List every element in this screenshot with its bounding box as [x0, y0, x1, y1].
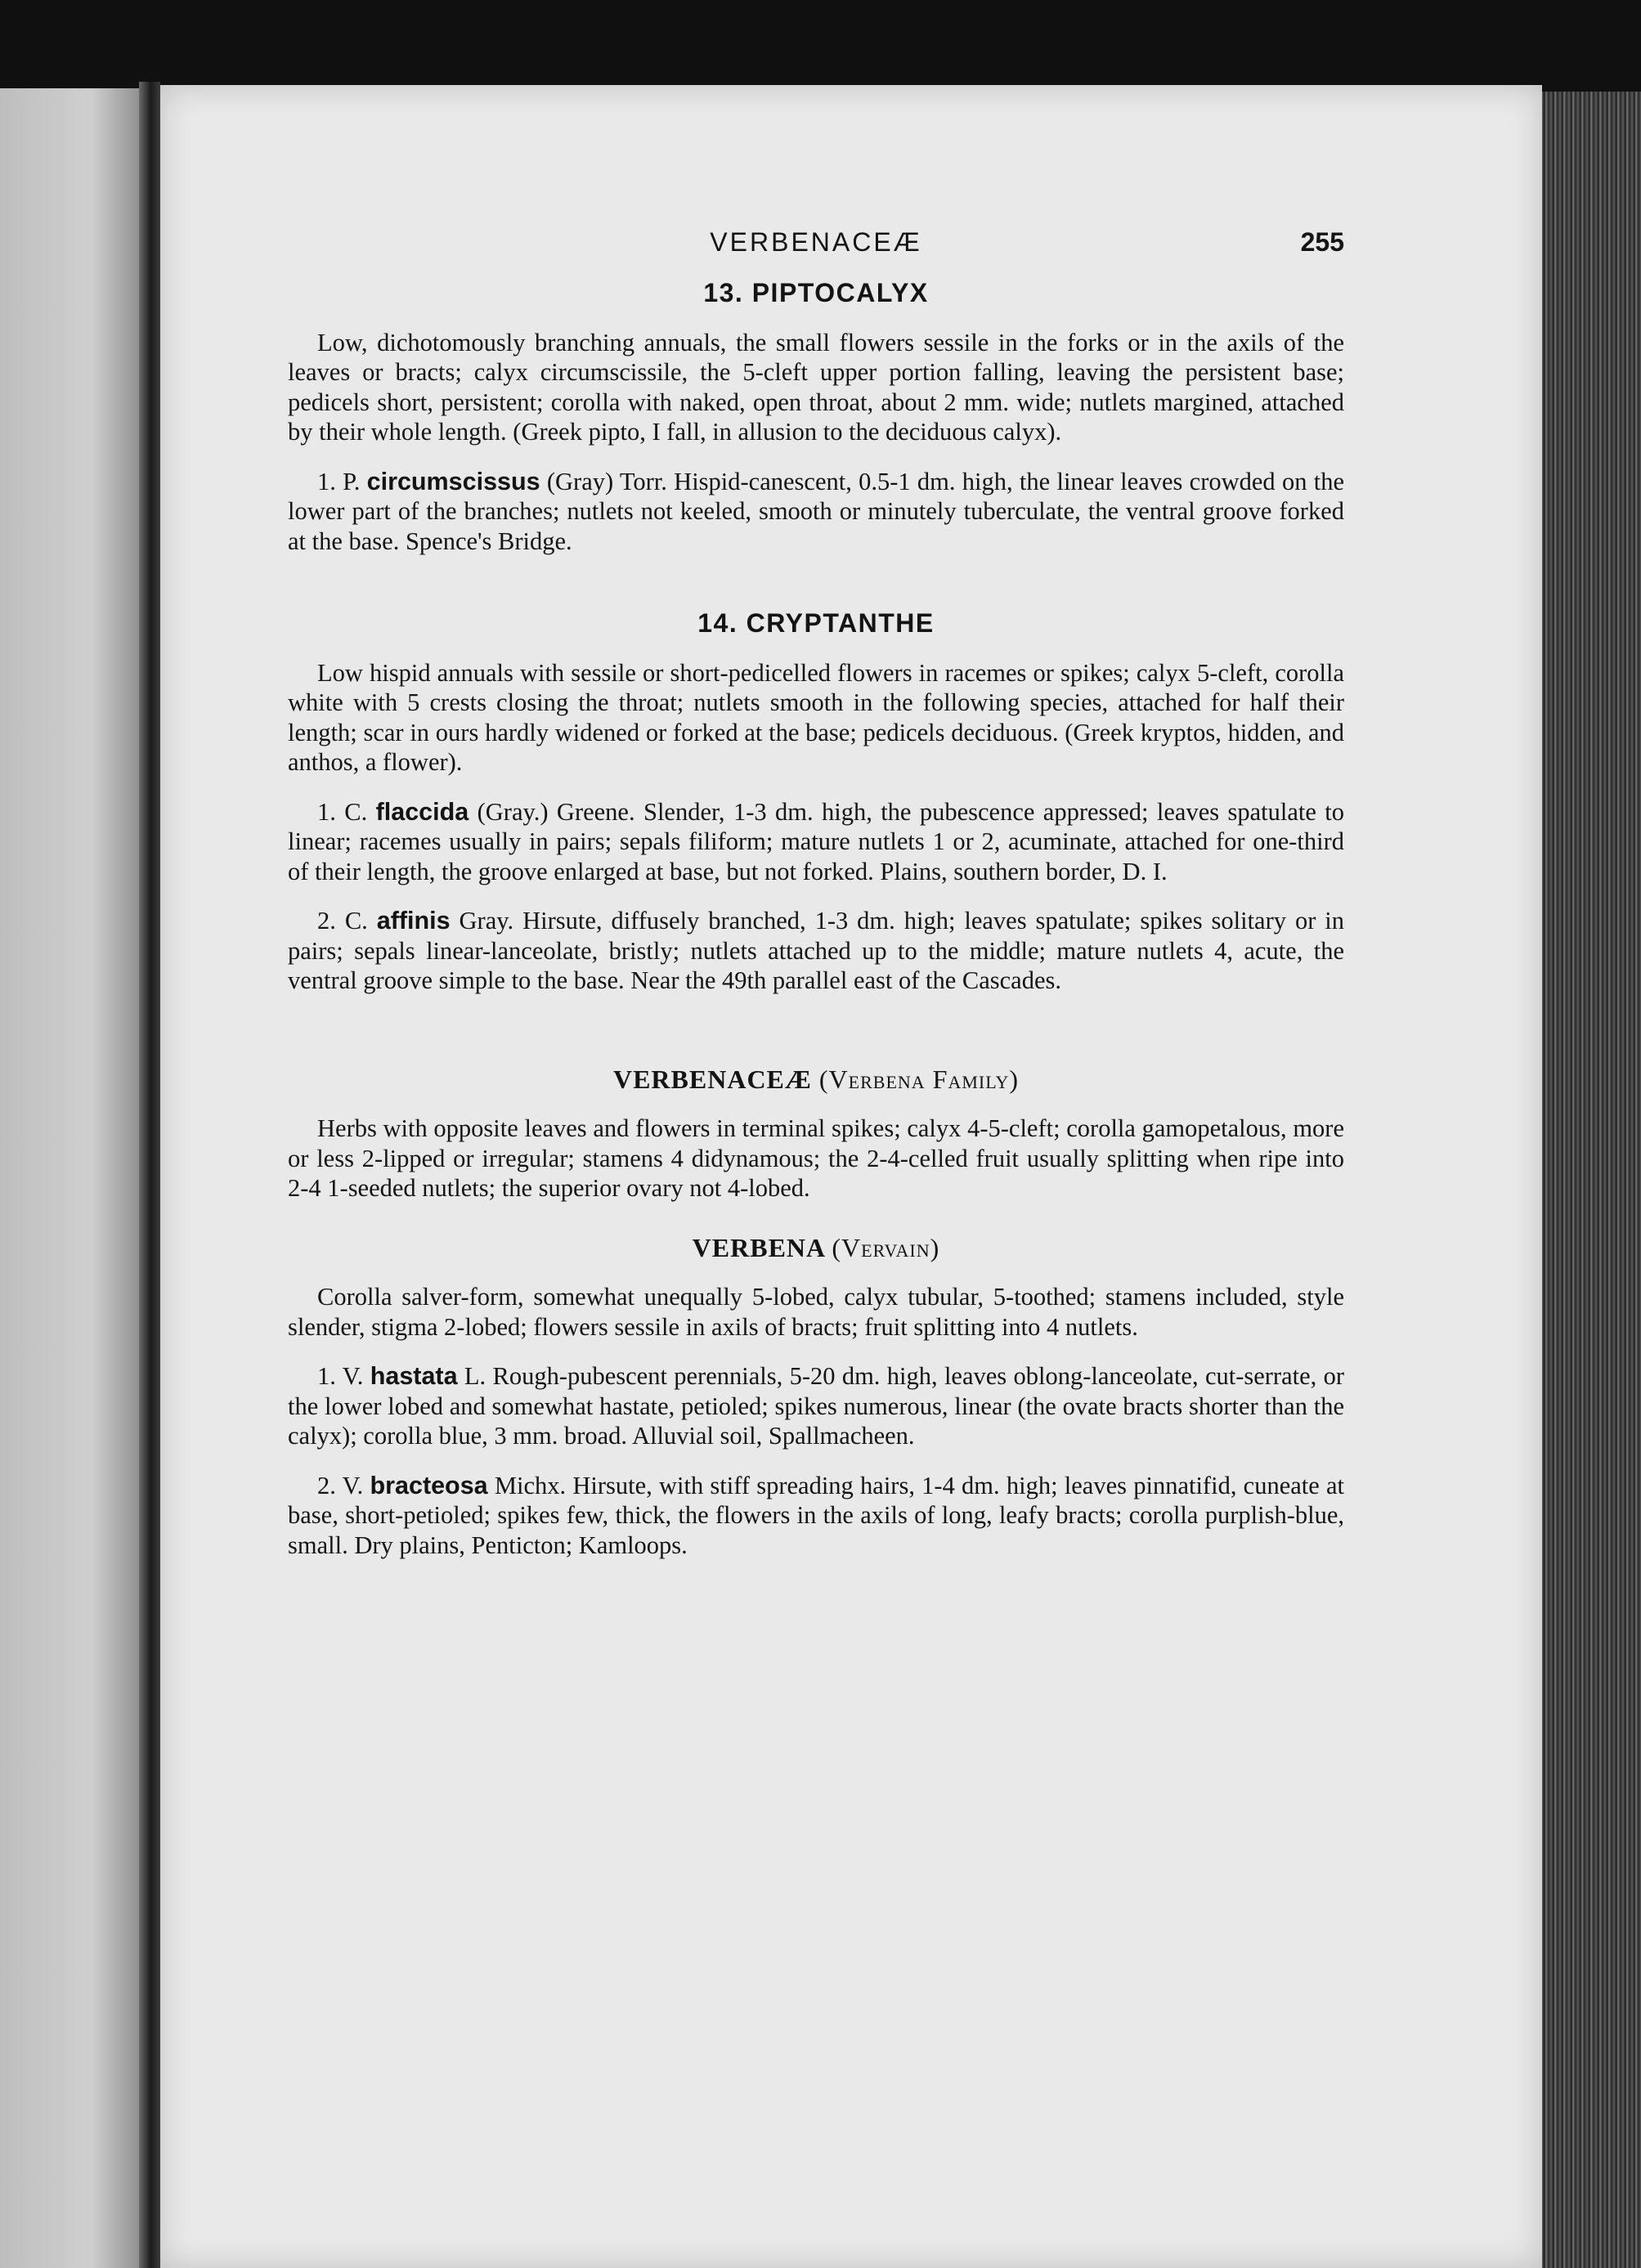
species-entry	[288, 906, 1344, 996]
genus-description-verbena: Corolla salver-form, somewhat unequally 5-lobed, calyx tubular, 5-toothed; stamens included, style slender, stigma 2-lobed; flowers sessile in axils of bracts; fruit splitting into 4 nutlets.	[288, 1283, 1344, 1341]
page-content	[288, 221, 1344, 1580]
family-heading-verbenaceae	[288, 1065, 1344, 1095]
running-head	[288, 221, 1344, 263]
family-common-name: (Verbena Family)	[818, 1064, 1020, 1094]
species-text: Gray. Hirsute, diffusely branched, 1-3 dm. high; leaves spatulate; spikes solitary or in pairs; sepals linear-lanceolate, bristly; nutlets attached up to the middle; mature nutlets 4, acute, the ventral groove simple to the base. Near the 49th parallel east of the Cascades.	[288, 907, 1345, 994]
species-name: bracteosa	[370, 1471, 488, 1499]
species-entry	[288, 797, 1344, 887]
genus-heading-piptocalyx: 13. PIPTOCALYX	[703, 278, 929, 307]
species-entry	[288, 1361, 1344, 1451]
species-number: 1. P.	[317, 467, 361, 495]
species-number: 2. C.	[317, 907, 368, 935]
family-description-verbenaceae: Herbs with opposite leaves and flowers in terminal spikes; calyx 4-5-cleft; corolla gamopetalous, more or less 2-lipped or irregular; stamens 4 didynamous; the 2-4-celled fruit usually splitting when ripe into 2-4 1-seeded nutlets; the superior ovary not 4-lobed.	[288, 1114, 1344, 1202]
species-name: hastata	[370, 1362, 458, 1390]
genus-description-piptocalyx: Low, dichotomously branching annuals, the small flowers sessile in the forks or in the axils of the leaves or bracts; calyx circumscissile, the 5-cleft upper portion falling, leaving the persistent base; pedicels short, persistent; corolla with naked, open throat, about 2 mm. wide; nutlets margined, attached by their whole length. (Greek pipto, I fall, in allusion to the deciduous calyx).	[288, 328, 1344, 446]
species-number: 1. C.	[317, 797, 368, 826]
genus-heading-verbena	[288, 1233, 1344, 1263]
book-gutter	[139, 82, 160, 2268]
genus-heading-cryptanthe: 14. CRYPTANTHE	[697, 608, 935, 638]
species-text: Michx. Hirsute, with stiff spreading hairs, 1-4 dm. high; leaves pinnatifid, cuneate at base, short-petioled; spikes few, thick, the flowers in the axils of long, leafy bracts; corolla purplish-blue, small. Dry plains, Penticton; Kamloops.	[288, 1471, 1345, 1559]
page-number: 255	[1300, 227, 1344, 257]
species-name: circumscissus	[366, 467, 540, 495]
left-page-edge	[0, 88, 152, 2268]
family-name: VERBENACEÆ	[612, 1064, 812, 1094]
species-number: 2. V.	[317, 1471, 364, 1499]
species-text: L. Rough-pubescent perennials, 5-20 dm. high, leaves oblong-lanceolate, cut-serrate, or the lower lobed and somewhat hastate, petioled; spikes numerous, linear (the ovate bracts shorter than the calyx); corolla blue, 3 mm. broad. Alluvial soil, Spallmacheen.	[288, 1362, 1344, 1450]
species-text: (Gray) Torr. Hispid-canescent, 0.5-1 dm. high, the linear leaves crowded on the lower part of the branches; nutlets not keeled, smooth or minutely tuberculate, the ventral groove forked at the base. Spence's Bridge.	[288, 467, 1344, 555]
running-head-title: VERBENACEÆ	[710, 227, 922, 257]
species-name: flaccida	[375, 797, 469, 826]
species-entry	[288, 467, 1344, 557]
species-text: (Gray.) Greene. Slender, 1-3 dm. high, the pubescence appressed; leaves spatulate to linear; racemes usually in pairs; sepals filiform; mature nutlets 1 or 2, acuminate, attached for one-third of their length, the groove enlarged at base, but not forked. Plains, southern border, D. I.	[288, 797, 1345, 885]
genus-name: VERBENA	[692, 1232, 825, 1262]
species-number: 1. V.	[317, 1362, 364, 1390]
species-name: affinis	[376, 907, 451, 935]
genus-common-name: (Vervain)	[832, 1232, 940, 1262]
genus-description-cryptanthe: Low hispid annuals with sessile or short-pedicelled flowers in racemes or spikes; calyx 5-cleft, corolla white with 5 crests closing the throat; nutlets smooth in the following species, attached for half their length; scar in ours hardly widened or forked at the base; pedicels deciduous. (Greek kryptos, hidden, and anthos, a flower).	[288, 658, 1344, 776]
species-entry	[288, 1471, 1344, 1561]
